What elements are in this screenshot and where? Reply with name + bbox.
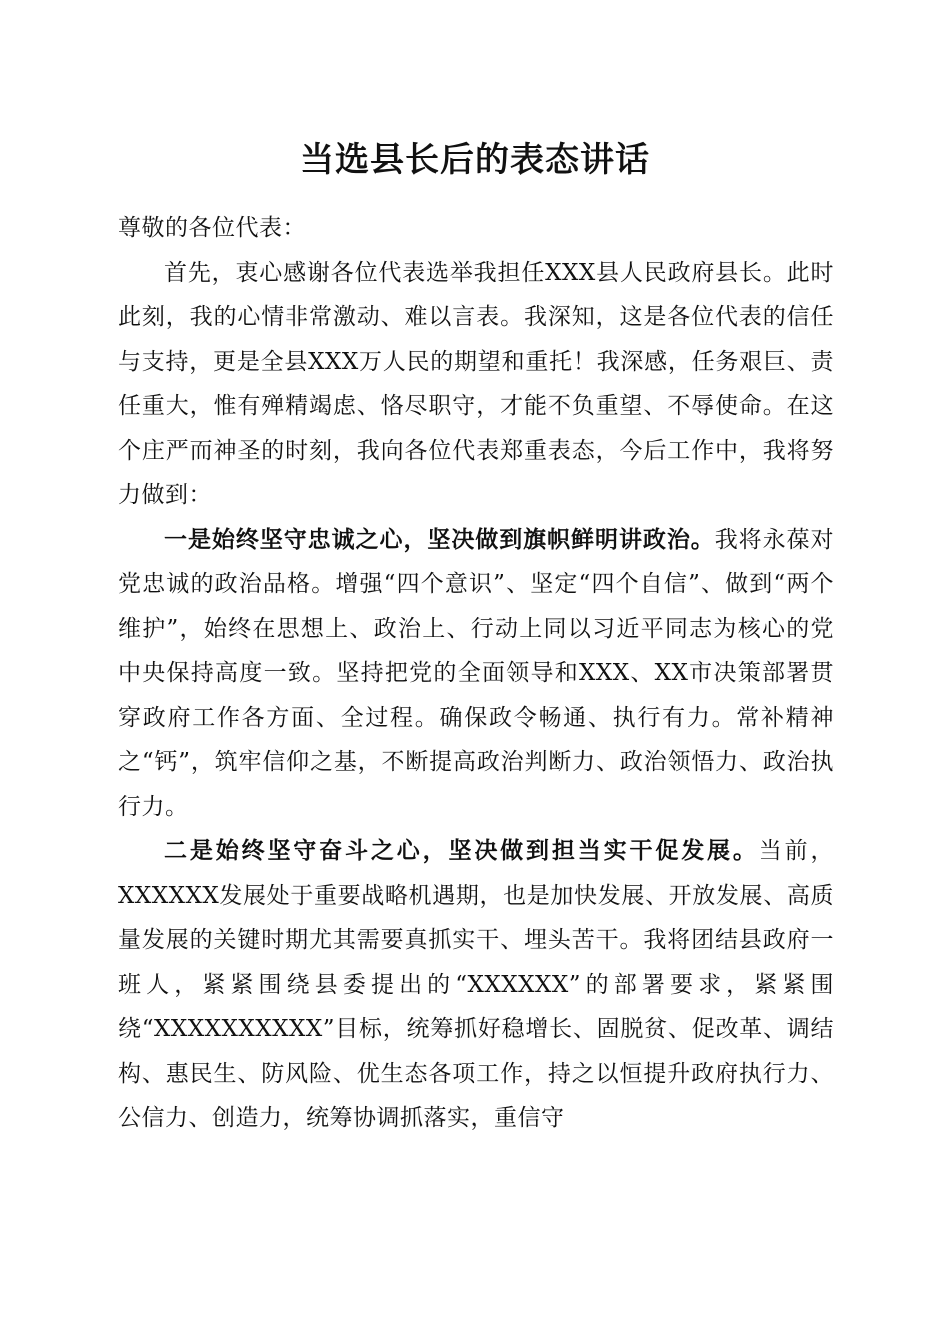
document-title: 当选县长后的表态讲话 bbox=[300, 140, 650, 180]
paragraph-opening bbox=[118, 251, 834, 518]
document-body bbox=[118, 206, 834, 1141]
paragraph-point-two-text: 当前，XXXXXX发展处于重要战略机遇期，也是加快发展、开放发展、高质量发展的关键时期尤其需要真抓实干、埋头苦干。我将团结县政府一班人，紧紧围绕县委提出的“XXXXXX”的部署要求，紧紧围绕“XXXXXXXXXX”目标，统筹抓好稳增长、固脱贫、促改革、调结构、惠民生、防风险、优生态各项工作，持之以恒提升政府执行力、公信力、创造力，统筹协调抓落实，重信守 bbox=[118, 838, 835, 1131]
paragraph-point-one-lead: 一是始终坚守忠诚之心，坚决做到旗帜鲜明讲政治。 bbox=[164, 525, 715, 553]
paragraph-point-two-lead: 二是始终坚守奋斗之心，坚决做到担当实干促发展。 bbox=[164, 837, 759, 864]
paragraph-point-one-text: 我将永葆对党忠诚的政治品格。增强“四个意识”、坚定“四个自信”、做到“两个维护”，始终在思想上、政治上、行动上同以习近平同志为核心的党中央保持高度一致。坚持把党的全面领导和XXX、XX市决策部署贯穿政府工作各方面、全过程。确保政令畅通、执行有力。常补精神之“钙”，筑牢信仰之基，不断提高政治判断力、政治领悟力、政治执行力。 bbox=[118, 526, 835, 820]
paragraph-point-one bbox=[118, 518, 834, 830]
paragraph-point-two bbox=[118, 829, 834, 1141]
paragraph-opening-text: 首先，衷心感谢各位代表选举我担任XXX县人民政府县长。此时此刻，我的心情非常激动、难以言表。我深知，这是各位代表的信任与支持，更是全县XXX万人民的期望和重托！我深感，任务艰巨、责任重大，惟有殚精竭虑、恪尽职守，才能不负重望、不辱使命。在这个庄严而神圣的时刻，我向各位代表郑重表态，今后工作中，我将努力做到： bbox=[118, 259, 834, 508]
salutation: 尊敬的各位代表： bbox=[118, 215, 306, 241]
